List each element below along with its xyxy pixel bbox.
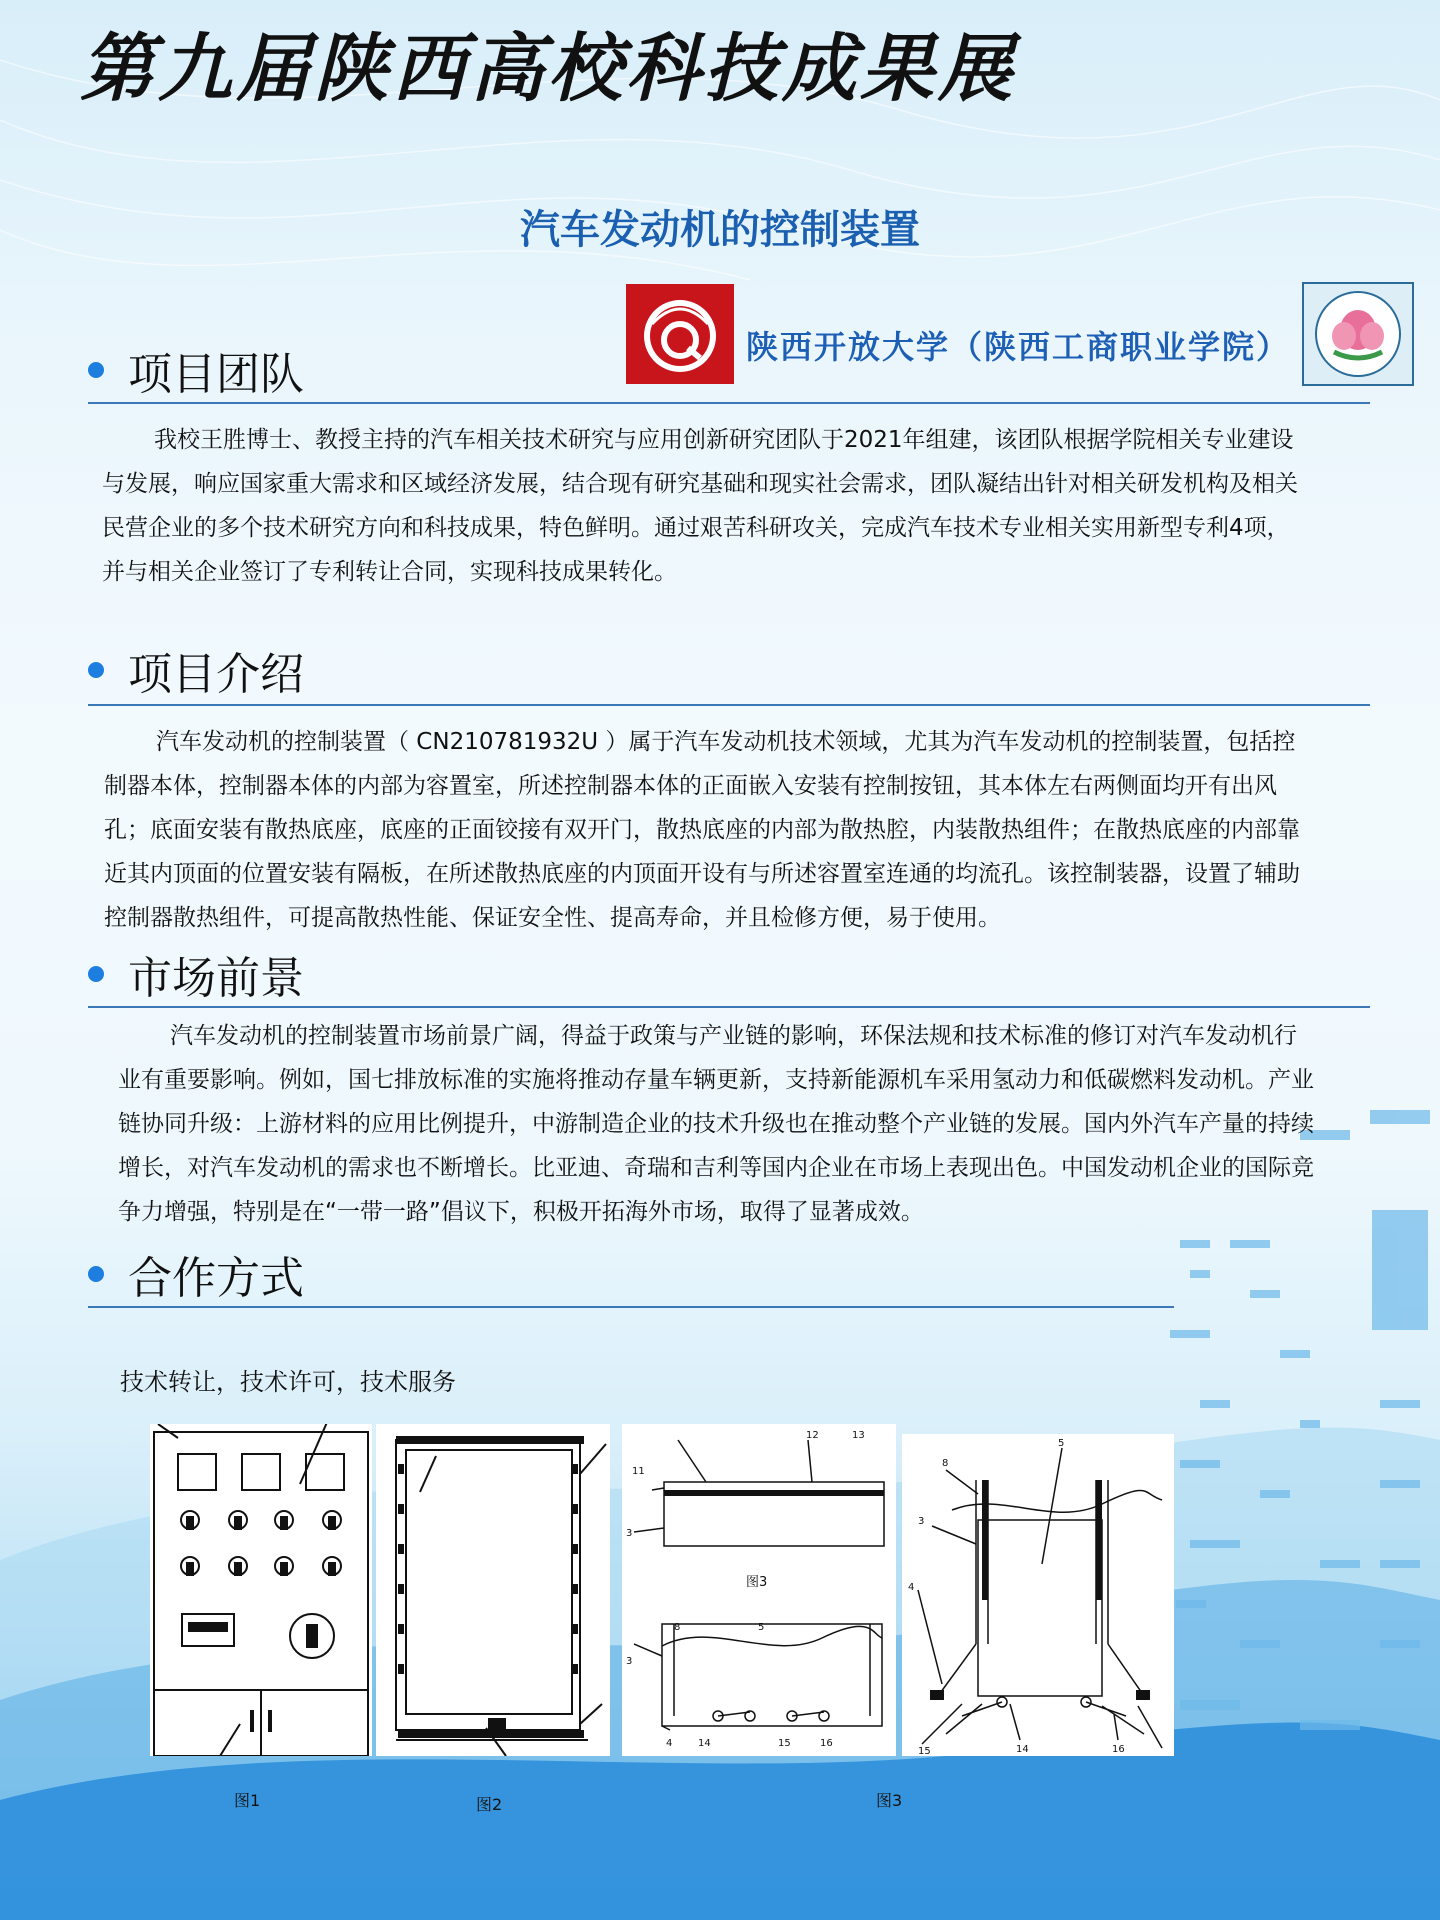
- fig3-inner-caption: 图3: [746, 1575, 768, 1590]
- figure-3-heat-sink-base: [622, 1424, 896, 1756]
- fig3-label-3: 3: [626, 1528, 633, 1539]
- section-heading-team: [88, 338, 304, 402]
- section-heading-text: 合作方式: [128, 1253, 304, 1304]
- figure-2-caption: 图2: [476, 1795, 503, 1814]
- section-heading-market: [88, 942, 304, 1006]
- cooperation-text: 技术转让，技术许可，技术服务: [120, 1368, 456, 1396]
- fig3b-label-16: 16: [820, 1738, 833, 1749]
- fig3b-label-3: 3: [626, 1656, 633, 1667]
- figure-1-caption: 图1: [234, 1791, 261, 1810]
- fig3b-label-4: 4: [666, 1738, 673, 1749]
- fig3b-label-8: 8: [674, 1622, 681, 1633]
- exhibition-title: 第九届陕西高校科技成果展: [80, 26, 1016, 112]
- section-heading-text: 市场前景: [128, 953, 304, 1004]
- figure-3-caption: 图3: [876, 1791, 903, 1810]
- fig4-label-16: 16: [1112, 1744, 1125, 1755]
- section-heading-text: 项目团队: [128, 349, 304, 400]
- figure-1-cabinet-front: [150, 1424, 372, 1756]
- fig4-label-5: 5: [1058, 1438, 1065, 1449]
- fig4-label-8: 8: [942, 1458, 949, 1469]
- fig3b-label-14: 14: [698, 1738, 711, 1749]
- shaanxi-business-college-logo: [1302, 282, 1414, 386]
- fig4-label-15: 15: [918, 1746, 931, 1756]
- section-heading-text: 项目介绍: [128, 649, 304, 700]
- organization-name: 陕西开放大学（陕西工商职业学院）: [746, 328, 1291, 366]
- fig4-label-4: 4: [908, 1582, 915, 1593]
- fig3-label-11: 11: [632, 1466, 645, 1477]
- section-heading-intro: [88, 638, 304, 702]
- fig4-label-14: 14: [1016, 1744, 1029, 1755]
- section-divider: [88, 1306, 1174, 1308]
- team-paragraph: 我校王胜博士、教授主持的汽车相关技术研究与应用创新研究团队于2021年组建，该团队根据学院相关专业建设与发展，响应国家重大需求和区域经济发展，结合现有研究基础和现实社会需求，团队凝结出针对相关研发机构及相关民营企业的多个技术研究方向和科技成果，特色鲜明。通过艰苦科研攻关，完成汽车技术专业相关实用新型专利4项，并与相关企业签订了专利转让合同，实现科技成果转化。: [102, 427, 1298, 585]
- section-heading-cooperation: [88, 1242, 304, 1306]
- fig4-label-3: 3: [918, 1516, 925, 1527]
- section-divider: [88, 1006, 1370, 1008]
- bullet-dot-icon: [88, 362, 104, 378]
- market-paragraph: 汽车发动机的控制装置市场前景广阔，得益于政策与产业链的影响，环保法规和技术标准的修订对汽车发动机行业有重要影响。例如，国七排放标准的实施将推动存量车辆更新，支持新能源机车采用氢动力和低碳燃料发动机。产业链协同升级：上游材料的应用比例提升，中游制造企业的技术升级也在推动整个产业链的发展。国内外汽车产量的持续增长，对汽车发动机的需求也不断增长。比亚迪、奇瑞和吉利等国内企业在市场上表现出色。中国发动机企业的国际竞争力增强，特别是在“一带一路”倡议下，积极开拓海外市场，取得了显著成效。: [118, 1023, 1314, 1225]
- fig3-label-12: 12: [806, 1430, 819, 1441]
- shaanxi-open-university-logo: [626, 284, 734, 384]
- bullet-dot-icon: [88, 662, 104, 678]
- section-divider: [88, 402, 1370, 404]
- bullet-dot-icon: [88, 966, 104, 982]
- project-title: 汽车发动机的控制装置: [520, 207, 920, 253]
- bullet-dot-icon: [88, 1266, 104, 1282]
- fig3b-label-5: 5: [758, 1622, 765, 1633]
- section-divider: [88, 704, 1370, 706]
- figure-2-cabinet-section: [376, 1424, 610, 1756]
- fig3-label-13: 13: [852, 1430, 865, 1441]
- intro-paragraph: 汽车发动机的控制装置（ CN210781932U ）属于汽车发动机技术领域，尤其为汽车发动机的控制装置，包括控制器本体，控制器本体的内部为容置室，所述控制器本体的正面嵌入安装有控制按钮，其本体左右两侧面均开有出风孔；底面安装有散热底座，底座的正面铰接有双开门，散热底座的内部为散热腔，内装散热组件；在散热底座的内部靠近其内顶面的位置安装有隔板，在所述散热底座的内顶面开设有与所述容置室连通的均流孔。该控制装器，设置了辅助控制器散热组件，可提高散热性能、保证安全性、提高寿命，并且检修方便，易于使用。: [104, 729, 1300, 931]
- fig3b-label-15: 15: [778, 1738, 791, 1749]
- figure-3-heat-sink-enlarged: [902, 1434, 1174, 1756]
